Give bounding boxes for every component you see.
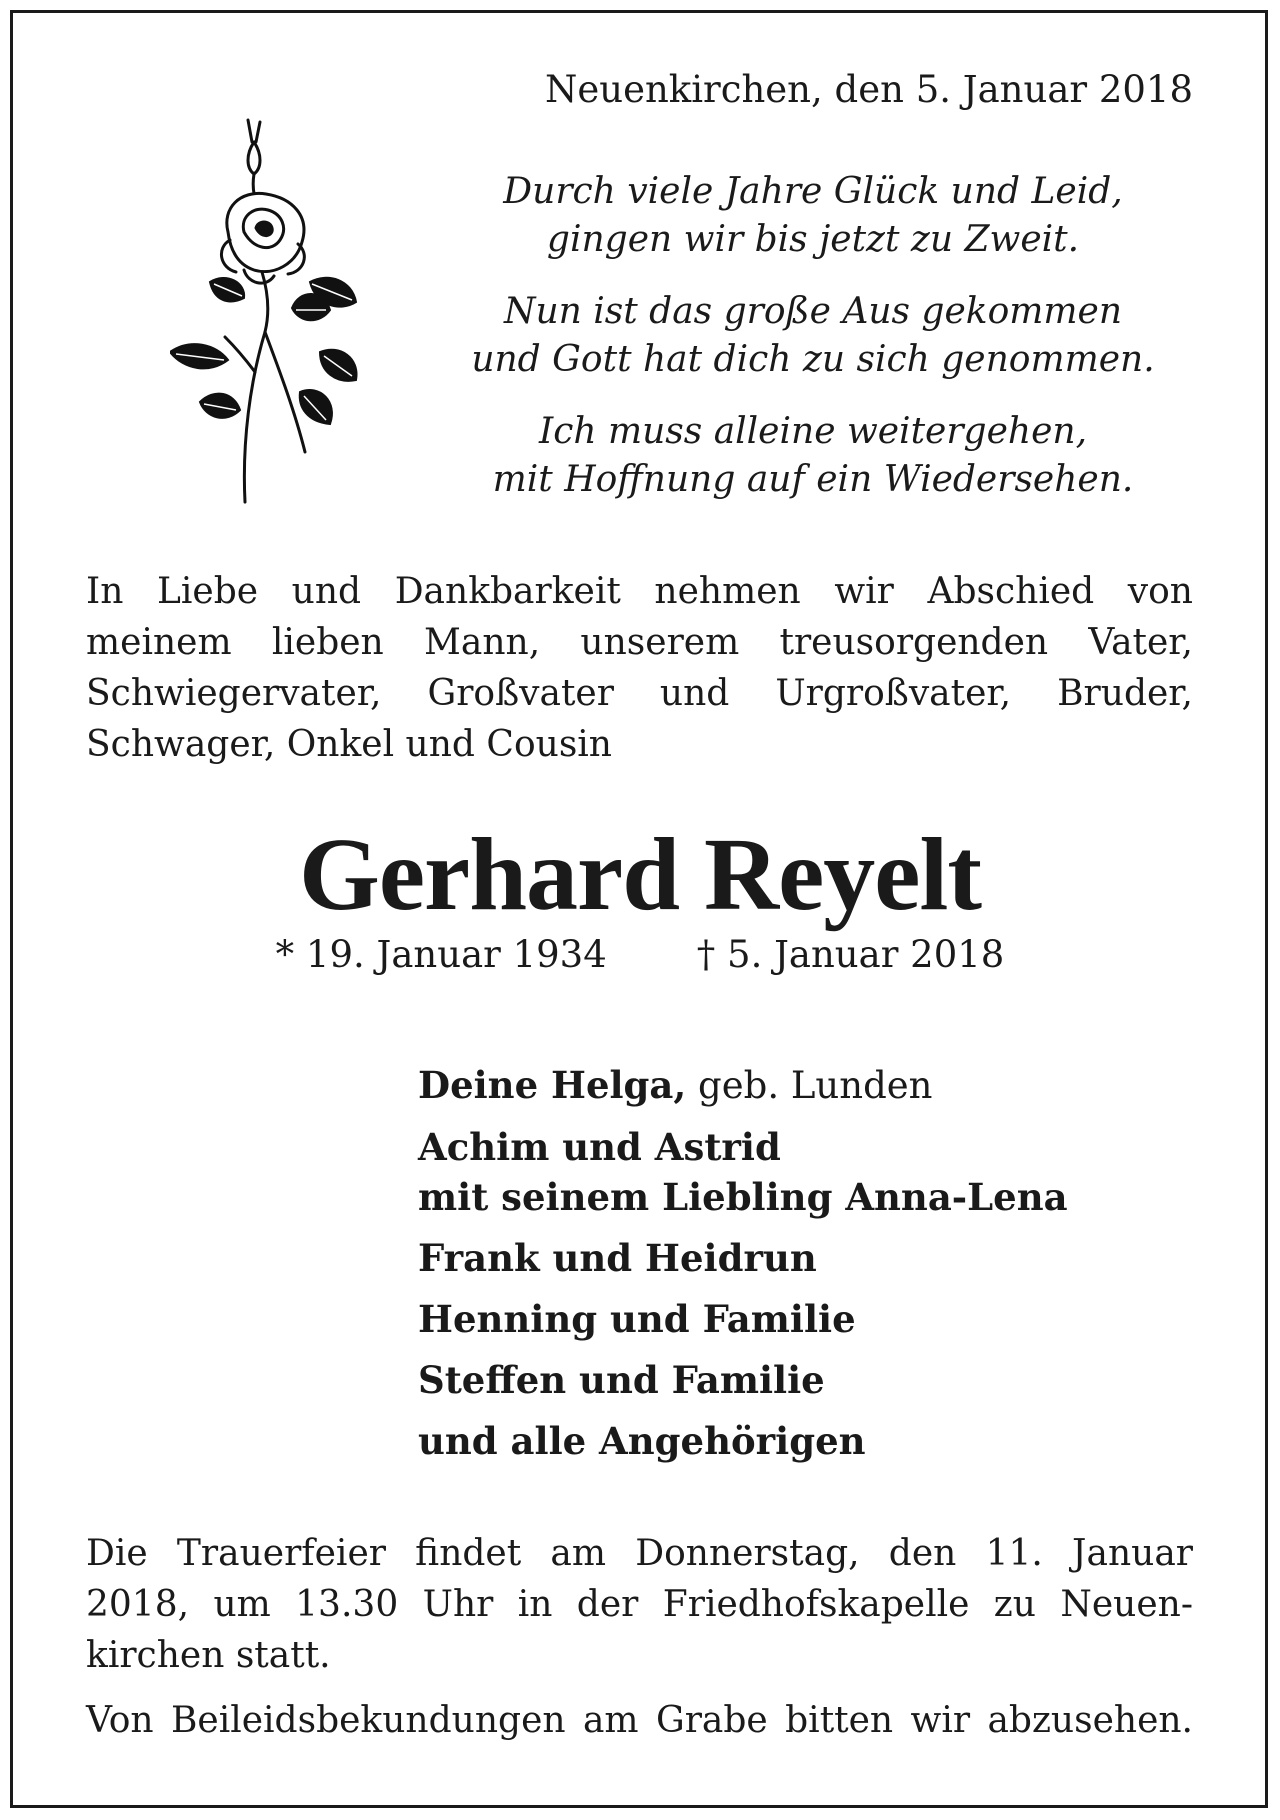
ceremony-line: Die Trauerfeier findet am Donnerstag, den 11. Januar	[86, 1533, 1193, 1574]
intro-line: Schwiegervater, Großvater und Urgroßvater, Bruder,	[86, 673, 1193, 714]
poem-line: Durch viele Jahre Glück und Leid,	[503, 171, 1123, 212]
intro-paragraph	[86, 566, 1193, 770]
poem-stanza	[433, 288, 1193, 384]
family-name: und alle Angehörigen	[418, 1419, 866, 1463]
family-entry	[418, 1233, 1068, 1283]
birth-date: * 19. Januar 1934	[275, 933, 607, 976]
family-entry	[418, 1355, 1068, 1405]
poem-stanza	[433, 408, 1193, 504]
ceremony-line: 2018, um 13.30 Uhr in der Friedhofskapelle zu Neuen-	[86, 1584, 1193, 1625]
dateline: Neuenkirchen, den 5. Januar 2018	[544, 68, 1193, 111]
family-entry	[418, 1060, 1068, 1111]
intro-line: meinem lieben Mann, unserem treusorgenden Vater,	[86, 622, 1193, 663]
intro-line: Schwager, Onkel und Cousin	[86, 724, 612, 765]
life-dates	[0, 932, 1280, 978]
deceased-name: Gerhard Reyelt	[298, 817, 981, 932]
poem-line: Nun ist das große Aus gekommen	[503, 291, 1123, 332]
family-name: Steffen und Familie	[418, 1358, 825, 1402]
poem	[433, 168, 1193, 528]
poem-stanza	[433, 168, 1193, 264]
closing-note: Von Beileidsbekundungen am Grabe bitten wir abzusehen.	[86, 1700, 1193, 1741]
family-entry	[418, 1122, 1068, 1222]
ceremony-paragraph	[86, 1528, 1193, 1681]
rose-icon	[170, 112, 380, 512]
family-name: Frank und Heidrun	[418, 1236, 817, 1280]
poem-line: gingen wir bis jetzt zu Zweit.	[546, 219, 1080, 260]
family-name: Achim und Astrid	[418, 1125, 781, 1169]
family-entry	[418, 1416, 1068, 1466]
family-entry	[418, 1294, 1068, 1344]
poem-line: und Gott hat dich zu sich genommen.	[471, 339, 1155, 380]
family-name: mit seinem Liebling Anna-Lena	[418, 1175, 1068, 1219]
family-name: Deine Helga,	[418, 1063, 687, 1107]
family-maiden-name: geb. Lunden	[686, 1064, 933, 1107]
intro-line: In Liebe und Dankbarkeit nehmen wir Abschied von	[86, 571, 1193, 612]
poem-line: mit Hoffnung auf ein Wiedersehen.	[492, 459, 1134, 500]
family-name: Henning und Familie	[418, 1297, 856, 1341]
ceremony-line: kirchen statt.	[86, 1635, 331, 1676]
family-list	[418, 1060, 1068, 1477]
poem-line: Ich muss alleine weitergehen,	[538, 411, 1088, 452]
death-date: † 5. Januar 2018	[696, 933, 1005, 976]
